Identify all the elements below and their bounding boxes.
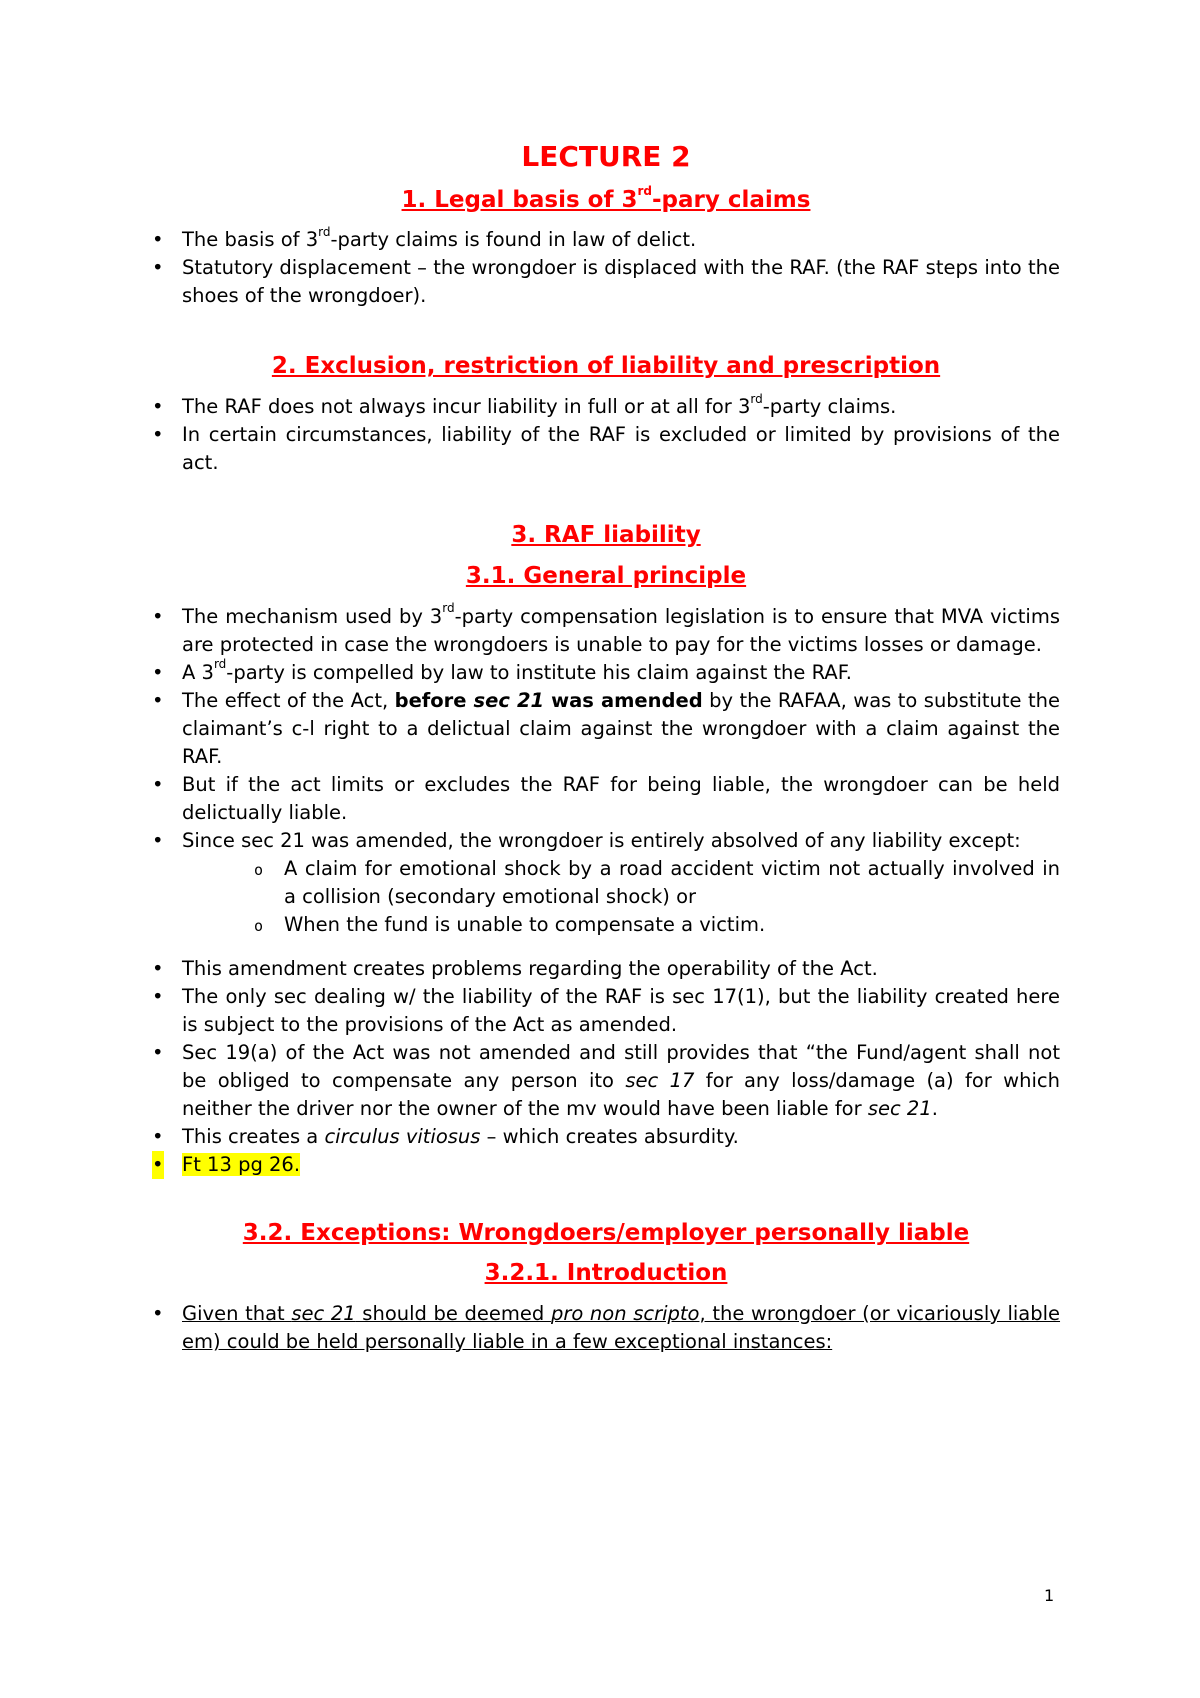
section-1-list bbox=[152, 226, 1060, 310]
lecture-title: LECTURE 2 bbox=[521, 140, 691, 173]
list-item: • This creates a circulus vitiosus – which creates absurdity. bbox=[152, 1123, 1060, 1151]
heading-text: -pary claims bbox=[652, 186, 811, 213]
page-number: 1 bbox=[1044, 1586, 1055, 1605]
list-item: • A 3rd-party is compelled by law to institute his claim against the RAF. bbox=[152, 659, 1060, 687]
list-item: • In certain circumstances, liability of the RAF is excluded or limited by provisions of the act. bbox=[152, 421, 1060, 477]
section-1-heading bbox=[152, 183, 1060, 215]
list-item: • The basis of 3rd-party claims is found in law of delict. bbox=[152, 226, 1060, 254]
superscript: rd bbox=[637, 183, 652, 198]
heading-text: 1. Legal basis of 3 bbox=[401, 186, 638, 213]
sub-list bbox=[182, 855, 1060, 939]
list-item: • But if the act limits or excludes the RAF for being liable, the wrongdoer can be held delictually liable. bbox=[152, 771, 1060, 827]
list-item: • Given that sec 21 should be deemed pro non scripto, the wrongdoer (or vicariously liable em) could be held personally liable in a few exceptional instances: bbox=[152, 1300, 1060, 1356]
sub-list-item: o A claim for emotional shock by a road accident victim not actually involved in a collision (secondary emotional shock) or bbox=[182, 855, 1060, 911]
section-3-2-1-list bbox=[152, 1300, 1060, 1356]
section-2-list bbox=[152, 393, 1060, 477]
section-3-1-list bbox=[152, 603, 1060, 1179]
section-2-heading: 2. Exclusion, restriction of liability and prescription bbox=[271, 353, 941, 380]
list-item: • The RAF does not always incur liability in full or at all for 3rd-party claims. bbox=[152, 393, 1060, 421]
section-3-heading: 3. RAF liability bbox=[511, 522, 701, 549]
list-item: • Sec 19(a) of the Act was not amended and still provides that “the Fund/agent shall not be obliged to compensate any person ito sec 17 for any loss/damage (a) for which neither the driver nor the owner of the mv would have been liable for sec 21. bbox=[152, 1039, 1060, 1123]
list-item: • Since sec 21 was amended, the wrongdoer is entirely absolved of any liability except: o A claim for emotional shock by a road accident victim not actually involved in a collision (secondary emotional shock) or o When the fund is unable to compensate a victim. bbox=[152, 827, 1060, 939]
list-item: • The mechanism used by 3rd-party compensation legislation is to ensure that MVA victims are protected in case the wrongdoers is unable to pay for the victims losses or damage. bbox=[152, 603, 1060, 659]
list-item: • Statutory displacement – the wrongdoer is displaced with the RAF. (the RAF steps into the shoes of the wrongdoer). bbox=[152, 254, 1060, 310]
page-content bbox=[152, 140, 1060, 1356]
sub-list-item: o When the fund is unable to compensate a victim. bbox=[182, 911, 1060, 939]
list-item: • The effect of the Act, before sec 21 was amended by the RAFAA, was to substitute the claimant’s c-l right to a delictual claim against the wrongdoer with a claim against the RAF. bbox=[152, 687, 1060, 771]
section-3-2-1-heading: 3.2.1. Introduction bbox=[484, 1260, 728, 1287]
section-3-2-heading: 3.2. Exceptions: Wrongdoers/employer personally liable bbox=[242, 1219, 970, 1246]
list-item: • The only sec dealing w/ the liability of the RAF is sec 17(1), but the liability created here is subject to the provisions of the Act as amended. bbox=[152, 983, 1060, 1039]
section-3-1-heading: 3.1. General principle bbox=[465, 562, 747, 589]
highlighted-list-item: • Ft 13 pg 26. bbox=[152, 1151, 1060, 1179]
list-item: • This amendment creates problems regarding the operability of the Act. bbox=[152, 955, 1060, 983]
